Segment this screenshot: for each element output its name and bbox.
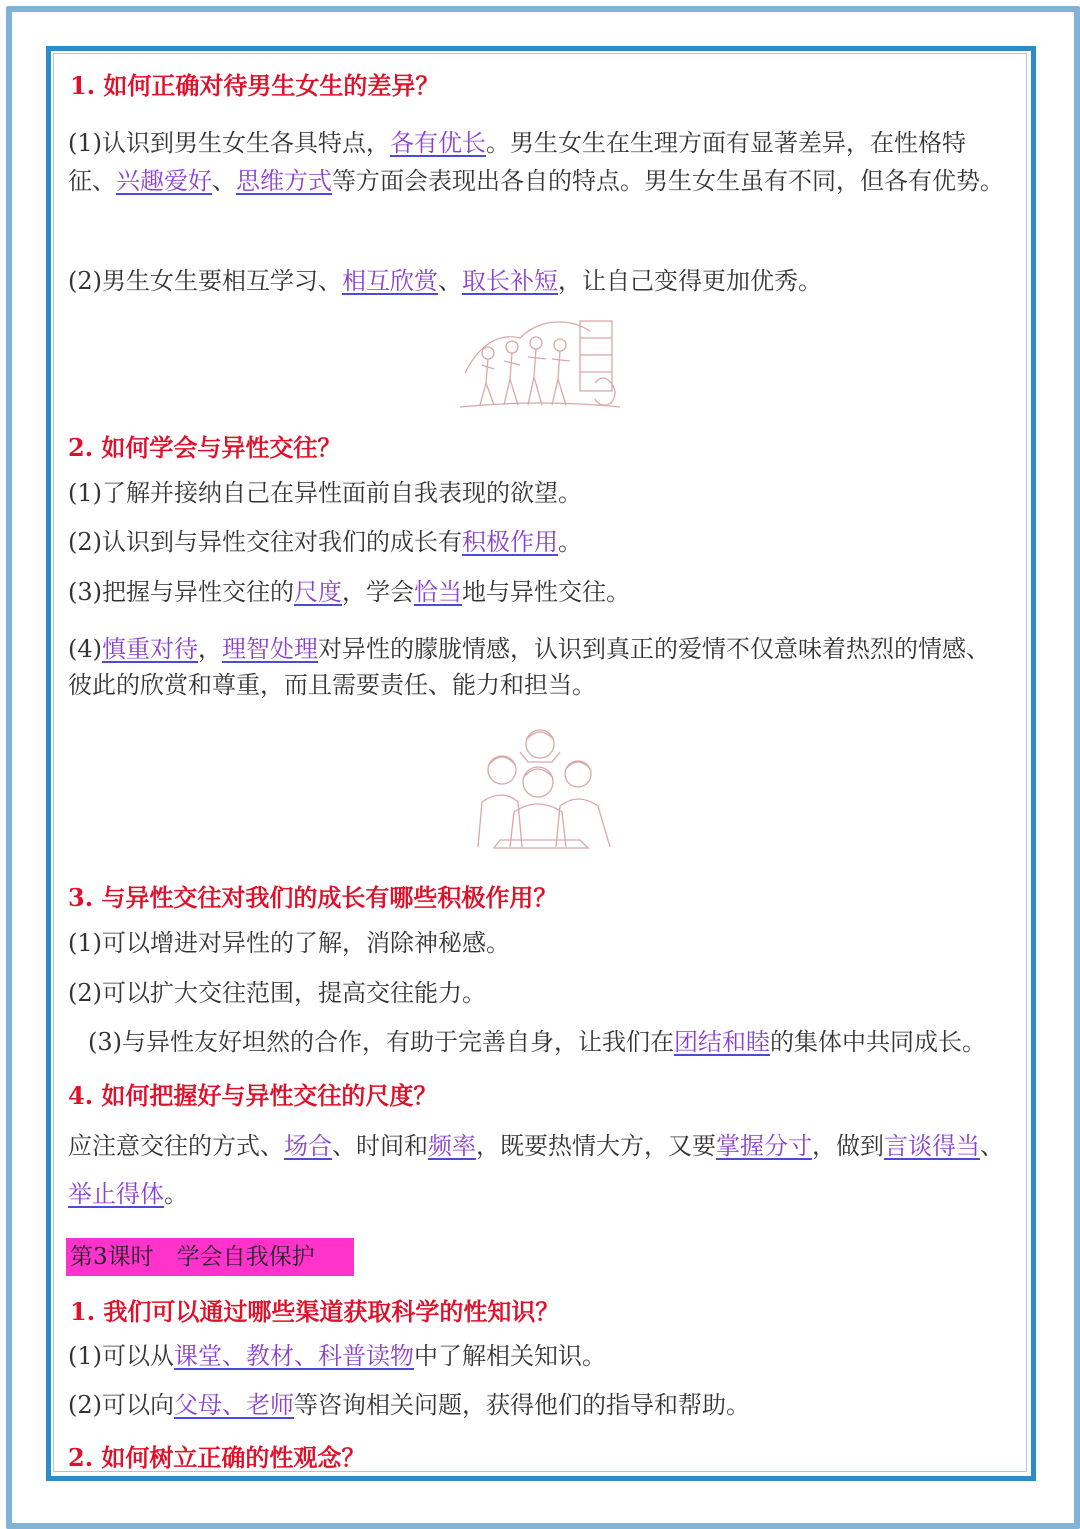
section-2-title: 2. 如何学会与异性交往？	[68, 433, 342, 462]
text-run: (4)	[68, 635, 102, 663]
text-run: 、	[980, 1132, 1004, 1160]
section-1-title: 1. 如何正确对待男生女生的差异？	[70, 71, 440, 100]
text-run: 等方面会表现出各自的特点。男生女生虽有不同，但各有优势。	[332, 167, 1004, 195]
group-of-students-illustration	[460, 722, 620, 852]
text-run: ，做到	[812, 1132, 884, 1160]
text-run: (3)把握与异性交往的	[68, 578, 294, 606]
key-term: 恰当	[414, 578, 462, 606]
section-2-item-1	[68, 474, 1008, 512]
key-term: 父母、老师	[174, 1391, 294, 1419]
text-run: 。男生女生在生理方面有显著差异，在性格特征、	[68, 129, 966, 195]
text-run: ，让自己变得更加优秀。	[558, 267, 822, 295]
text-run: (2)认识到与异性交往对我们的成长有	[68, 528, 462, 556]
section-3-item-2	[68, 974, 1008, 1012]
text-run: 、	[212, 167, 236, 195]
section-3-title: 3. 与异性交往对我们的成长有哪些积极作用？	[68, 883, 558, 912]
key-term: 思维方式	[236, 167, 332, 195]
key-term: 言谈得当	[884, 1132, 980, 1160]
key-term: 掌握分寸	[716, 1132, 812, 1160]
section-2-item-4	[68, 631, 1008, 703]
text-run: 的集体中共同成长。	[770, 1028, 986, 1056]
key-term: 理智处理	[222, 635, 318, 663]
text-run: 对异性的朦胧情感，认识到真正的爱情不仅意味着热烈的情感、彼此的欣赏和尊重，而且需要责任、能力和担当。	[68, 635, 990, 699]
section-1-item-1	[68, 124, 1008, 200]
key-term: 取长补短	[462, 267, 558, 295]
key-term: 相互欣赏	[342, 267, 438, 295]
text-run: 应注意交往的方式、	[68, 1132, 284, 1160]
text-run: (2)可以扩大交往范围，提高交往能力。	[68, 979, 486, 1007]
lesson-section-1-item-2	[68, 1386, 1008, 1424]
text-run: (3)与异性友好坦然的合作，有助于完善自身，让我们在	[88, 1028, 674, 1056]
section-4-title: 4. 如何把握好与异性交往的尺度？	[68, 1081, 438, 1110]
key-term: 场合	[284, 1132, 332, 1160]
text-run: 。	[164, 1180, 188, 1208]
lesson-section-1-title: 1. 我们可以通过哪些渠道获取科学的性知识？	[70, 1297, 560, 1326]
text-run: (1)了解并接纳自己在异性面前自我表现的欲望。	[68, 479, 582, 507]
section-3-item-1	[68, 924, 1008, 962]
key-term: 课堂、教材、科普读物	[174, 1342, 414, 1370]
text-run: 、	[438, 267, 462, 295]
text-run: 中了解相关知识。	[414, 1342, 606, 1370]
text-run: (2)可以向	[68, 1391, 174, 1419]
section-2-item-3	[68, 573, 1008, 611]
key-term: 举止得体	[68, 1180, 164, 1208]
section-3-item-3	[88, 1023, 1018, 1061]
text-run: 、时间和	[332, 1132, 428, 1160]
key-term: 慎重对待	[102, 635, 198, 663]
text-run: ，学会	[342, 578, 414, 606]
text-run: (1)可以从	[68, 1342, 174, 1370]
key-term: 频率	[428, 1132, 476, 1160]
text-run: ，	[198, 635, 222, 663]
section-2-item-2	[68, 523, 1008, 561]
key-term: 兴趣爱好	[116, 167, 212, 195]
text-run: ，既要热情大方，又要	[476, 1132, 716, 1160]
lesson-label: 第3课时 学会自我保护	[66, 1238, 354, 1276]
lesson-section-1-item-1	[68, 1337, 1008, 1375]
section-4-item-1	[68, 1122, 1008, 1218]
text-run: (2)男生女生要相互学习、	[68, 267, 342, 295]
lesson-section-2-title: 2. 如何树立正确的性观念？	[68, 1443, 366, 1472]
key-term: 尺度	[294, 578, 342, 606]
key-term: 各有优长	[390, 129, 486, 157]
key-term: 积极作用	[462, 528, 558, 556]
key-term: 团结和睦	[674, 1028, 770, 1056]
text-run: 等咨询相关问题，获得他们的指导和帮助。	[294, 1391, 750, 1419]
section-1-item-2	[68, 262, 1008, 300]
text-run: 地与异性交往。	[462, 578, 630, 606]
text-run: 。	[558, 528, 582, 556]
students-walking-illustration	[460, 313, 620, 411]
text-run: (1)认识到男生女生各具特点，	[68, 129, 390, 157]
text-run: (1)可以增进对异性的了解，消除神秘感。	[68, 929, 510, 957]
